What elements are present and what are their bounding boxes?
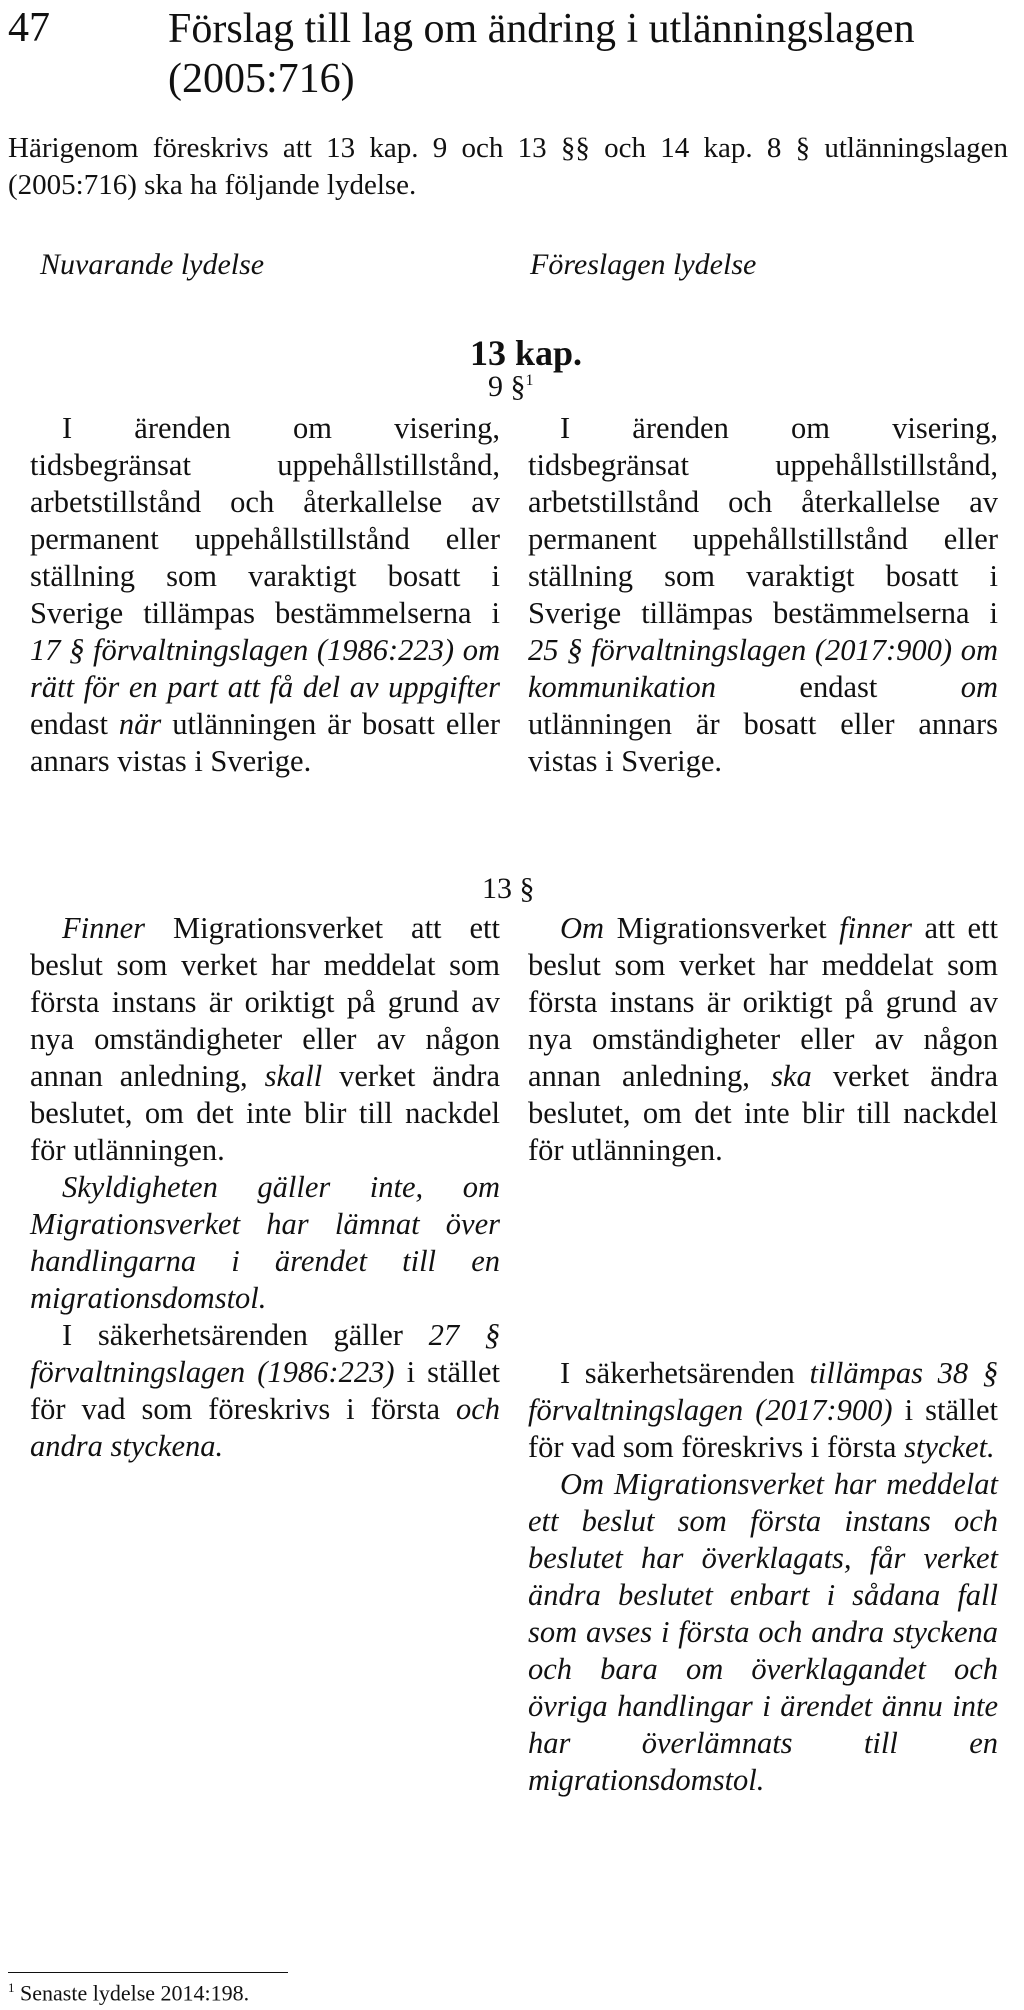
paragraph: I säkerhetsärenden tillämpas 38 § förvaltningslagen (2017:900) i stället för vad som föreskrivs i första stycket.: [528, 1356, 998, 1464]
footnote-divider: [8, 1972, 288, 1973]
chapter-heading: 13 kap.: [470, 333, 583, 373]
section-9-current-text: [30, 410, 500, 780]
section-13-heading: 13 §: [482, 872, 535, 905]
page-title: Förslag till lag om ändring i utlänningslagen (2005:716): [168, 6, 915, 102]
paragraph: Skyldigheten gäller inte, om Migrationsverket har lämnat över handlingarna i ärendet till en migrationsdomstol.: [30, 1170, 500, 1315]
section-9-proposed-text: [528, 410, 998, 780]
section-9-heading: 9 §$^1$: [488, 370, 534, 403]
footnote-ref: 1: [525, 372, 534, 389]
footnote: $^1$ Senaste lydelse 2014:198.: [8, 1980, 250, 2006]
paragraph: Finner Migrationsverket att ett beslut som verket har meddelat som första instans är oriktigt på grund av nya omständigheter eller av någon annan anledning, skall verket ändra beslutet, om det inte blir till nackdel för utlänningen.: [30, 911, 500, 1167]
section-13-proposed-text: [528, 910, 998, 1169]
paragraph: Om Migrationsverket har meddelat ett beslut som första instans och beslutet har överklagats, får verket ändra beslutet enbart i sådana fall som avses i första och andra styckena och bara om överklagandet och övriga handlingar i ärendet ännu inte har överlämnats till en migrationsdomstol.: [528, 1467, 998, 1797]
paragraph: I ärenden om visering, tidsbegränsat uppehållstillstånd, arbetstillstånd och återkallelse av permanent uppehållstillstånd eller ställning som varaktigt bosatt i Sverige tillämpas bestämmelserna i 25 § förvaltningslagen (2017:900) om kommunikation endast om utlänningen är bosatt eller annars vistas i Sverige.: [528, 411, 998, 778]
column-heading-proposed: Föreslagen lydelse: [530, 248, 757, 281]
section-13-current-text: [30, 910, 500, 1465]
paragraph: I ärenden om visering, tidsbegränsat uppehållstillstånd, arbetstillstånd och återkallelse av permanent uppehållstillstånd eller ställning som varaktigt bosatt i Sverige tillämpas bestämmelserna i 17 § förvaltningslagen (1986:223) om rätt för en part att få del av uppgifter endast när utlänningen är bosatt eller annars vistas i Sverige.: [30, 411, 500, 778]
intro-paragraph: Härigenom föreskrivs att 13 kap. 9 och 13 §§ och 14 kap. 8 § utlänningslagen (2005:716) ska ha följande lydelse.: [8, 132, 1008, 201]
section-13-proposed-text-cont: [528, 1355, 998, 1799]
page-number: 47: [8, 5, 50, 51]
column-heading-current: Nuvarande lydelse: [40, 248, 265, 281]
paragraph: I säkerhetsärenden gäller 27 § förvaltningslagen (1986:223) i stället för vad som föreskrivs i första och andra styckena.: [30, 1318, 501, 1463]
paragraph: Om Migrationsverket finner att ett beslut som verket har meddelat som första instans är oriktigt på grund av nya omständigheter eller av någon annan anledning, ska verket ändra beslutet, om det inte blir till nackdel för utlänningen.: [528, 911, 998, 1167]
